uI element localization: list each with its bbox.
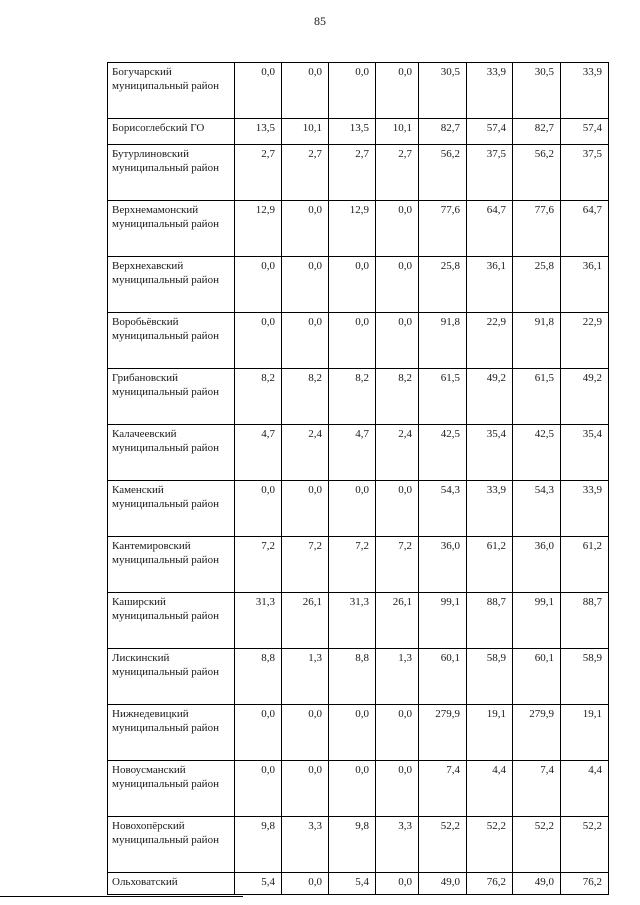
table-row [108, 761, 609, 817]
value-cell: 9,8 [329, 817, 376, 873]
value-cell: 26,1 [376, 593, 419, 649]
table-row [108, 369, 609, 425]
value-cell: 2,4 [376, 425, 419, 481]
value-cell: 0,0 [235, 705, 282, 761]
table-body [108, 63, 609, 895]
value-cell: 61,5 [419, 369, 467, 425]
value-cell: 35,4 [467, 425, 513, 481]
value-cell: 60,1 [513, 649, 561, 705]
district-name-cell: Калачеевский муниципальный район [108, 425, 235, 481]
value-cell: 82,7 [513, 119, 561, 145]
value-cell: 33,9 [561, 63, 609, 119]
value-cell: 36,0 [513, 537, 561, 593]
value-cell: 35,4 [561, 425, 609, 481]
value-cell: 7,2 [329, 537, 376, 593]
value-cell: 2,4 [282, 425, 329, 481]
district-name-cell: Верхнемамонский муниципальный район [108, 201, 235, 257]
value-cell: 22,9 [467, 313, 513, 369]
value-cell: 77,6 [513, 201, 561, 257]
value-cell: 7,4 [419, 761, 467, 817]
value-cell: 54,3 [513, 481, 561, 537]
table-row [108, 145, 609, 201]
value-cell: 0,0 [235, 761, 282, 817]
value-cell: 52,2 [419, 817, 467, 873]
value-cell: 37,5 [561, 145, 609, 201]
district-name-cell: Богучарский муниципальный район [108, 63, 235, 119]
value-cell: 26,1 [282, 593, 329, 649]
value-cell: 99,1 [419, 593, 467, 649]
value-cell: 0,0 [235, 481, 282, 537]
value-cell: 77,6 [419, 201, 467, 257]
value-cell: 64,7 [467, 201, 513, 257]
district-name-cell: Каменский муниципальный район [108, 481, 235, 537]
value-cell: 0,0 [329, 257, 376, 313]
value-cell: 3,3 [282, 817, 329, 873]
value-cell: 33,9 [467, 63, 513, 119]
value-cell: 88,7 [561, 593, 609, 649]
value-cell: 25,8 [513, 257, 561, 313]
value-cell: 99,1 [513, 593, 561, 649]
table-row [108, 201, 609, 257]
footnote-divider [0, 896, 243, 897]
value-cell: 0,0 [329, 761, 376, 817]
value-cell: 30,5 [419, 63, 467, 119]
value-cell: 0,0 [282, 873, 329, 895]
value-cell: 91,8 [513, 313, 561, 369]
value-cell: 0,0 [282, 257, 329, 313]
value-cell: 64,7 [561, 201, 609, 257]
value-cell: 0,0 [329, 481, 376, 537]
value-cell: 8,2 [235, 369, 282, 425]
district-name-cell: Каширский муниципальный район [108, 593, 235, 649]
value-cell: 19,1 [467, 705, 513, 761]
district-name-cell: Воробьёвский муниципальный район [108, 313, 235, 369]
value-cell: 1,3 [282, 649, 329, 705]
district-name-cell: Бутурлиновский муниципальный район [108, 145, 235, 201]
value-cell: 12,9 [235, 201, 282, 257]
district-name-cell: Верхнехавский муниципальный район [108, 257, 235, 313]
value-cell: 0,0 [282, 63, 329, 119]
value-cell: 0,0 [282, 201, 329, 257]
value-cell: 57,4 [467, 119, 513, 145]
page-number: 85 [314, 14, 326, 28]
value-cell: 42,5 [513, 425, 561, 481]
value-cell: 4,7 [329, 425, 376, 481]
value-cell: 2,7 [235, 145, 282, 201]
value-cell: 61,2 [467, 537, 513, 593]
value-cell: 61,5 [513, 369, 561, 425]
district-name-cell: Новохопёрский муниципальный район [108, 817, 235, 873]
value-cell: 56,2 [513, 145, 561, 201]
value-cell: 4,7 [235, 425, 282, 481]
value-cell: 8,2 [329, 369, 376, 425]
value-cell: 58,9 [561, 649, 609, 705]
value-cell: 8,8 [235, 649, 282, 705]
value-cell: 5,4 [235, 873, 282, 895]
table-row [108, 481, 609, 537]
statistics-table [107, 62, 609, 895]
value-cell: 0,0 [282, 481, 329, 537]
value-cell: 49,2 [467, 369, 513, 425]
value-cell: 91,8 [419, 313, 467, 369]
district-name-cell: Ольховатский [108, 873, 235, 895]
district-name-cell: Кантемировский муниципальный район [108, 537, 235, 593]
value-cell: 0,0 [376, 481, 419, 537]
value-cell: 13,5 [235, 119, 282, 145]
value-cell: 58,9 [467, 649, 513, 705]
value-cell: 7,2 [282, 537, 329, 593]
value-cell: 31,3 [329, 593, 376, 649]
district-name-cell: Борисоглебский ГО [108, 119, 235, 145]
value-cell: 0,0 [376, 761, 419, 817]
value-cell: 49,0 [419, 873, 467, 895]
value-cell: 82,7 [419, 119, 467, 145]
value-cell: 36,1 [561, 257, 609, 313]
table-row [108, 257, 609, 313]
table-row [108, 425, 609, 481]
table-row [108, 313, 609, 369]
value-cell: 0,0 [376, 257, 419, 313]
table-row [108, 63, 609, 119]
value-cell: 279,9 [419, 705, 467, 761]
table-row [108, 817, 609, 873]
value-cell: 0,0 [329, 705, 376, 761]
value-cell: 7,2 [235, 537, 282, 593]
value-cell: 0,0 [376, 313, 419, 369]
value-cell: 0,0 [329, 313, 376, 369]
value-cell: 10,1 [376, 119, 419, 145]
value-cell: 0,0 [235, 63, 282, 119]
value-cell: 33,9 [561, 481, 609, 537]
value-cell: 8,8 [329, 649, 376, 705]
value-cell: 13,5 [329, 119, 376, 145]
table-row [108, 593, 609, 649]
value-cell: 8,2 [376, 369, 419, 425]
value-cell: 49,0 [513, 873, 561, 895]
value-cell: 36,1 [467, 257, 513, 313]
value-cell: 7,4 [513, 761, 561, 817]
value-cell: 61,2 [561, 537, 609, 593]
value-cell: 76,2 [561, 873, 609, 895]
value-cell: 5,4 [329, 873, 376, 895]
value-cell: 0,0 [376, 873, 419, 895]
value-cell: 31,3 [235, 593, 282, 649]
value-cell: 52,2 [513, 817, 561, 873]
value-cell: 279,9 [513, 705, 561, 761]
value-cell: 7,2 [376, 537, 419, 593]
value-cell: 52,2 [467, 817, 513, 873]
district-name-cell: Новоусманский муниципальный район [108, 761, 235, 817]
value-cell: 0,0 [235, 313, 282, 369]
district-name-cell: Лискинский муниципальный район [108, 649, 235, 705]
value-cell: 0,0 [376, 705, 419, 761]
value-cell: 0,0 [376, 201, 419, 257]
value-cell: 49,2 [561, 369, 609, 425]
table-row [108, 705, 609, 761]
value-cell: 0,0 [235, 257, 282, 313]
value-cell: 76,2 [467, 873, 513, 895]
value-cell: 0,0 [282, 761, 329, 817]
value-cell: 2,7 [376, 145, 419, 201]
table-row [108, 873, 609, 895]
value-cell: 42,5 [419, 425, 467, 481]
value-cell: 60,1 [419, 649, 467, 705]
value-cell: 2,7 [329, 145, 376, 201]
value-cell: 1,3 [376, 649, 419, 705]
value-cell: 9,8 [235, 817, 282, 873]
table-row [108, 649, 609, 705]
district-name-cell: Нижнедевицкий муниципальный район [108, 705, 235, 761]
value-cell: 25,8 [419, 257, 467, 313]
value-cell: 0,0 [329, 63, 376, 119]
value-cell: 30,5 [513, 63, 561, 119]
value-cell: 22,9 [561, 313, 609, 369]
value-cell: 37,5 [467, 145, 513, 201]
value-cell: 12,9 [329, 201, 376, 257]
value-cell: 8,2 [282, 369, 329, 425]
value-cell: 33,9 [467, 481, 513, 537]
value-cell: 10,1 [282, 119, 329, 145]
value-cell: 88,7 [467, 593, 513, 649]
table-row [108, 119, 609, 145]
value-cell: 2,7 [282, 145, 329, 201]
value-cell: 57,4 [561, 119, 609, 145]
value-cell: 0,0 [282, 705, 329, 761]
value-cell: 54,3 [419, 481, 467, 537]
value-cell: 0,0 [282, 313, 329, 369]
table-row [108, 537, 609, 593]
value-cell: 52,2 [561, 817, 609, 873]
value-cell: 36,0 [419, 537, 467, 593]
district-name-cell: Грибановский муниципальный район [108, 369, 235, 425]
value-cell: 4,4 [561, 761, 609, 817]
value-cell: 56,2 [419, 145, 467, 201]
value-cell: 19,1 [561, 705, 609, 761]
value-cell: 4,4 [467, 761, 513, 817]
value-cell: 3,3 [376, 817, 419, 873]
value-cell: 0,0 [376, 63, 419, 119]
